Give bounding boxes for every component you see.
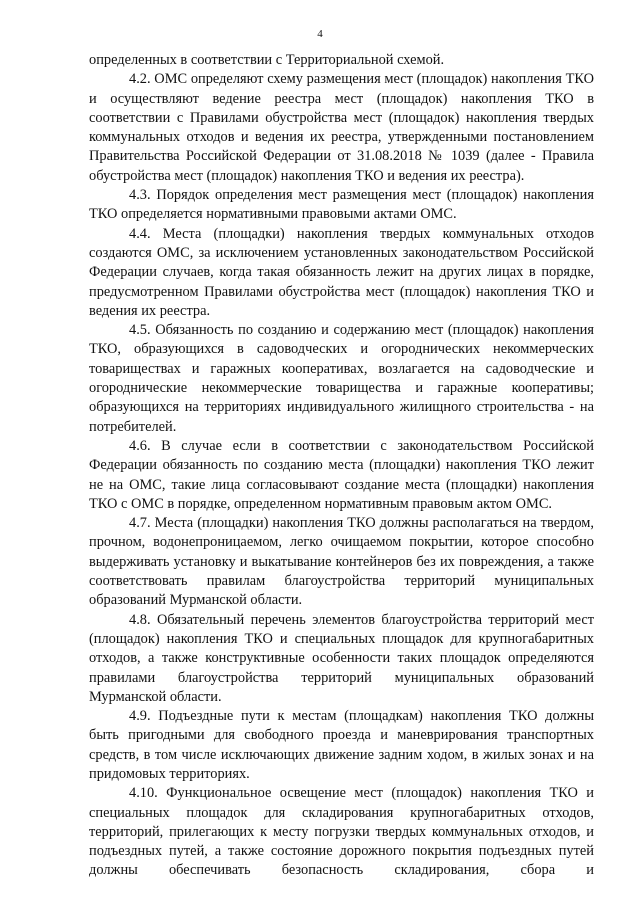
paragraph-4-8: 4.8. Обязательный перечень элементов благоустройства территорий мест (площадок) накопления ТКО и специальных площадок для крупногабаритных отходов, а также конструктивные особенности таких площадок определяются правилами благоустройства территорий муниципальных образований Мурманской области. [89, 611, 594, 705]
page-number: 4 [317, 28, 323, 40]
paragraph-continuation: определенных в соответствии с Территориальной схемой. [89, 52, 445, 68]
paragraph-4-10: 4.10. Функциональное освещение мест (площадок) накопления ТКО и специальных площадок для складирования крупногабаритных отходов, территорий, прилегающих к месту погрузки твердых коммунальных отходов, и подъездных путей, а также состояние дорожного покрытия подъездных путей должны обеспечивать безопасность складирования, сбора и [89, 785, 594, 879]
paragraph-4-3: 4.3. Порядок определения мест размещения мест (площадок) накопления ТКО определяется нормативными правовыми актами ОМС. [89, 187, 594, 223]
paragraph-4-6: 4.6. В случае если в соответствии с законодательством Российской Федерации обязанность по созданию места (площадки) накопления ТКО лежит не на ОМС, такие лица согласовывают создание места (площадки) накопления ТКО с ОМС в порядке, определенном нормативным правовым актом ОМС. [89, 437, 594, 512]
paragraph-4-2: 4.2. ОМС определяют схему размещения мест (площадок) накопления ТКО и осуществляют ведение реестра мест (площадок) накопления ТКО в соответствии с Правилами обустройства мест (площадок) накопления твердых коммунальных отходов и ведения их реестра, утвержденными постановлением Правительства Российской Федерации от 31.08.2018 № 1039 (далее - Правила обустройства мест (площадок) накопления ТКО и ведения их реестра). [89, 71, 594, 184]
paragraph-4-7: 4.7. Места (площадки) накопления ТКО должны располагаться на твердом, прочном, водонепроницаемом, легко очищаемом покрытии, которое способно выдерживать установку и выкатывание контейнеров без их повреждения, а также соответствовать правилам благоустройства территорий муниципальных образований Мурманской области. [89, 515, 594, 609]
paragraph-4-4: 4.4. Места (площадки) накопления твердых коммунальных отходов создаются ОМС, за исключением установленных законодательством Российской Федерации случаев, когда такая обязанность лежит на других лицах в порядке, предусмотренном Правилами обустройства мест (площадок) накопления ТКО и ведения их реестра. [89, 225, 594, 319]
paragraph-4-9: 4.9. Подъездные пути к местам (площадкам) накопления ТКО должны быть пригодными для свободного проезда и маневрирования транспортных средств, в том числе исключающих движение задним ходом, в жилых зонах и на придомовых территориях. [89, 708, 594, 782]
document-body [89, 51, 594, 881]
paragraph-4-5: 4.5. Обязанность по созданию и содержанию мест (площадок) накопления ТКО, образующихся в садоводческих и огороднических некоммерческих товариществах и гаражных кооперативах, возлагается на садоводческие и огороднические некоммерческие товарищества и гаражные кооперативы; образующихся на территориях индивидуального жилищного строительства - на потребителей. [89, 322, 594, 435]
